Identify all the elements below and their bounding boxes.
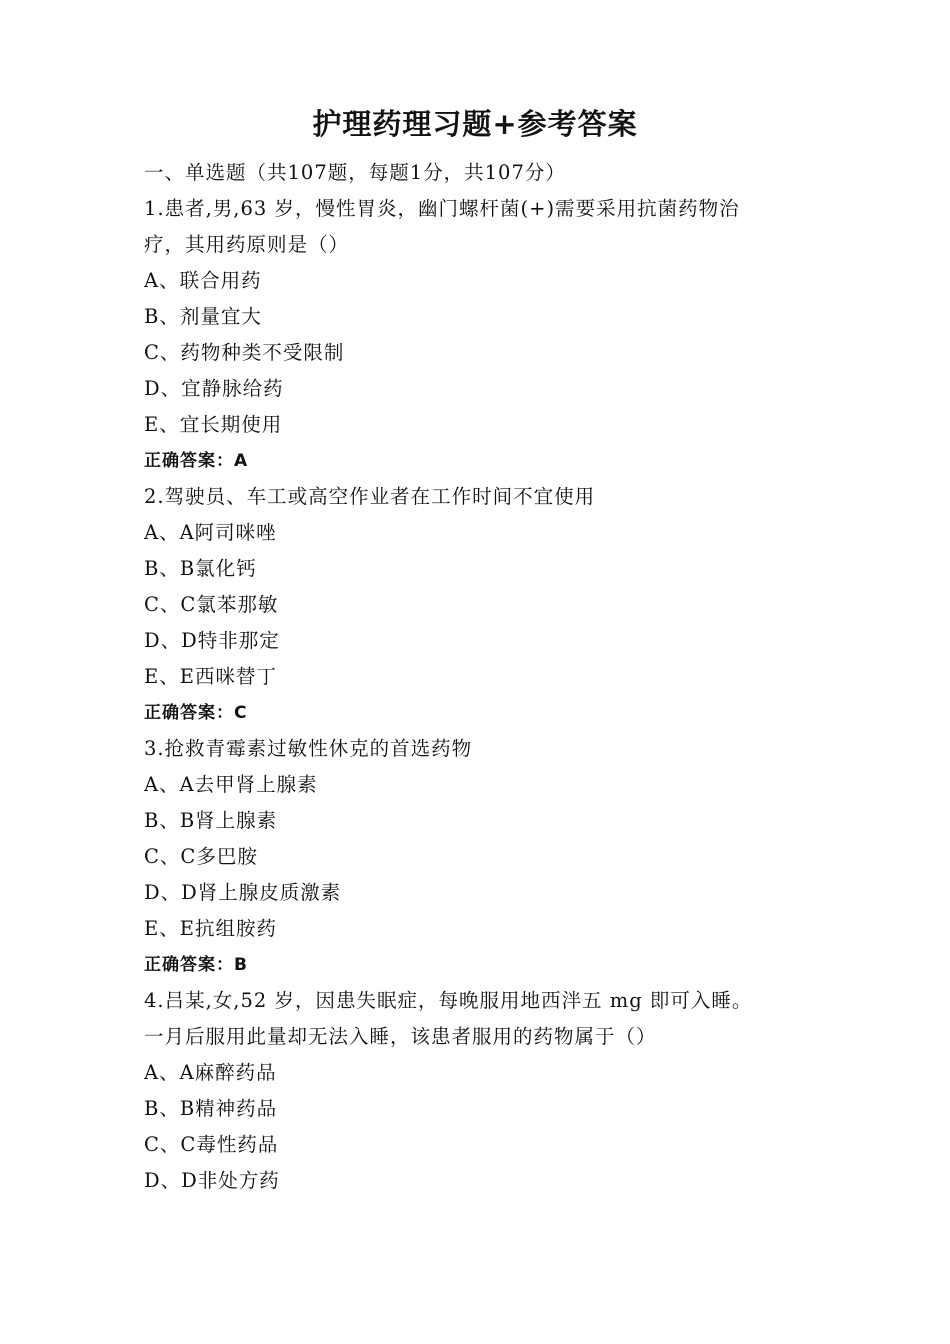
- option-c: C、C氯苯那敏: [144, 593, 279, 616]
- option-e: E、E西咪替丁: [144, 665, 277, 688]
- question-stem-line: 一月后服用此量却无法入睡，该患者服用的药物属于（）: [144, 1025, 657, 1048]
- option-b: B、B精神药品: [144, 1097, 278, 1120]
- question-stem-line: 疗，其用药原则是（）: [144, 233, 350, 256]
- question-4: [144, 983, 824, 1199]
- option-d: D、D肾上腺皮质激素: [144, 881, 342, 904]
- option-a: A、A去甲肾上腺素: [144, 773, 318, 796]
- option-d: D、D非处方药: [144, 1169, 280, 1192]
- document-body: [144, 155, 824, 1199]
- document-title: 护理药理习题+参考答案: [312, 107, 638, 141]
- option-b: B、B肾上腺素: [144, 809, 278, 832]
- option-c: C、C多巴胺: [144, 845, 258, 868]
- option-d: D、宜静脉给药: [144, 377, 284, 400]
- correct-answer: 正确答案：A: [144, 451, 249, 471]
- question-2: [144, 479, 824, 731]
- section-heading: 一、单选题（共107题，每题1分，共107分）: [144, 161, 566, 184]
- question-1: [144, 191, 824, 479]
- question-3: [144, 731, 824, 983]
- correct-answer: 正确答案：C: [144, 703, 248, 723]
- option-c: C、C毒性药品: [144, 1133, 279, 1156]
- option-b: B、剂量宜大: [144, 305, 262, 328]
- option-a: A、A阿司咪唑: [144, 521, 277, 544]
- option-e: E、E抗组胺药: [144, 917, 277, 940]
- option-c: C、药物种类不受限制: [144, 341, 345, 364]
- option-a: A、A麻醉药品: [144, 1061, 277, 1084]
- option-b: B、B氯化钙: [144, 557, 257, 580]
- question-stem-line: 4.吕某,女,52 岁，因患失眠症，每晚服用地西泮五 mg 即可入睡。: [144, 989, 753, 1012]
- question-stem-line: 2.驾驶员、车工或高空作业者在工作时间不宜使用: [144, 485, 596, 508]
- question-stem-line: 3.抢救青霉素过敏性休克的首选药物: [144, 737, 473, 760]
- option-d: D、D特非那定: [144, 629, 280, 652]
- option-e: E、宜长期使用: [144, 413, 283, 436]
- option-a: A、联合用药: [144, 269, 262, 292]
- correct-answer: 正确答案：B: [144, 955, 248, 975]
- question-stem-line: 1.患者,男,63 岁，慢性胃炎，幽门螺杆菌(+)需要采用抗菌药物治: [144, 197, 740, 220]
